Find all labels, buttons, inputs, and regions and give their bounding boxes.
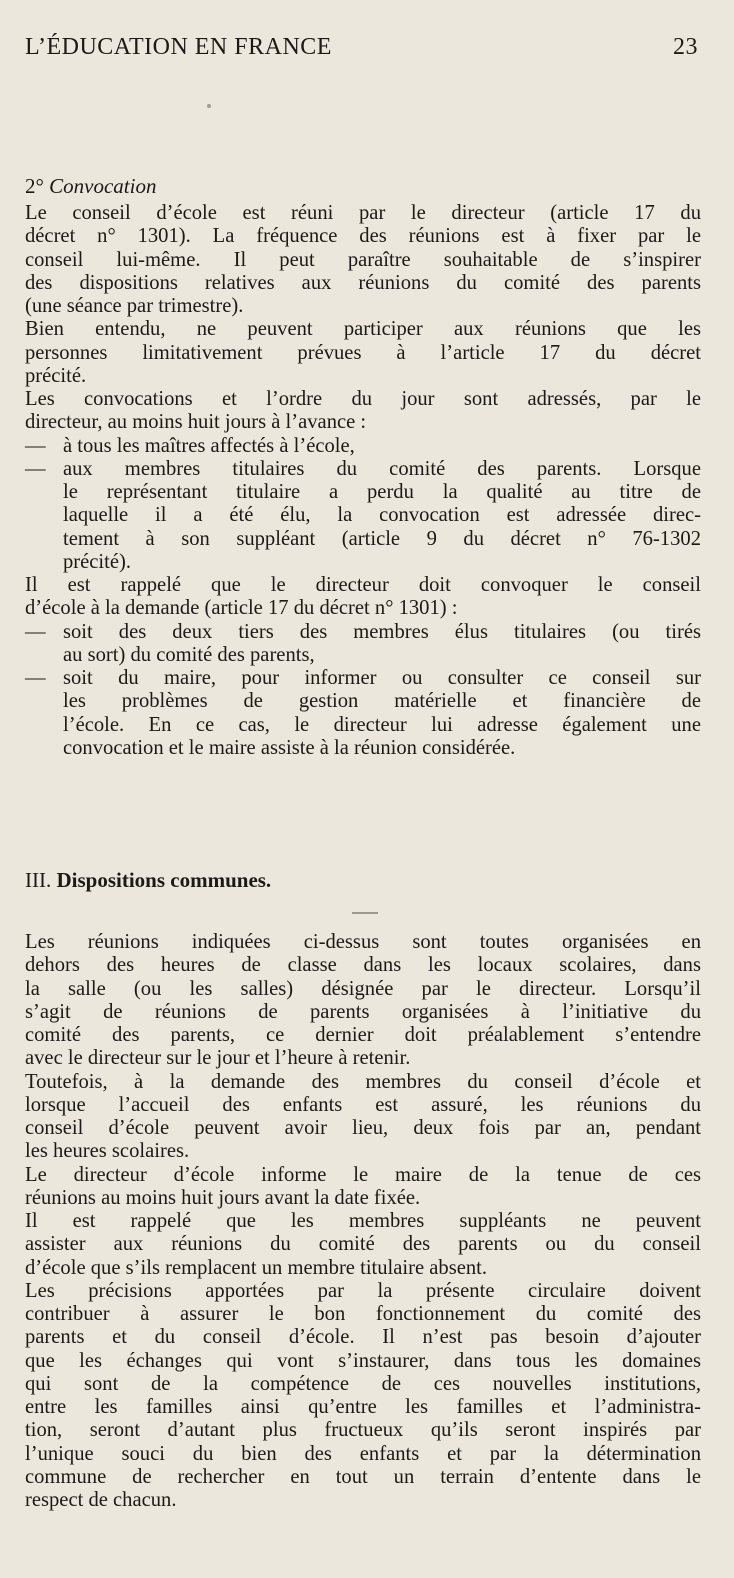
text-line: dehors des heures de classe dans les locaux scolaires, dans (25, 954, 701, 977)
text-line: contribuer à assurer le bon fonctionnement du comité des (25, 1303, 701, 1325)
text-line: conseil d’école peuvent avoir lieu, deux fois par an, pendant (25, 1117, 701, 1139)
text-line: réunions au moins huit jours avant la date fixée. (25, 1186, 421, 1209)
text-line: parents et du conseil d’école. Il n’est pas besoin d’ajouter (25, 1326, 701, 1349)
convocation-section (25, 174, 701, 760)
text-line: tement à son suppléant (article 9 du décret n° 76-1302 (63, 527, 701, 550)
text-line: personnes limitativement prévues à l’article 17 du décret (25, 341, 701, 364)
text-line: le représentant titulaire a perdu la qualité au titre de (63, 481, 701, 503)
text-line: respect de chacun. (25, 1489, 177, 1511)
text-line: Il est rappelé que les membres suppléants ne peuvent (25, 1210, 701, 1232)
text-line: lorsque l’accueil des enfants est assuré, les réunions du (25, 1093, 701, 1116)
list-item: — aux membres titulaires du comité des parents. Lorsque le représentant titulaire a perdu la qualité au titre de laquelle il a été élu, la convocation est adressée direc- tement à son suppléant (article 9 du décret n° 76-1302 précité). (25, 457, 701, 573)
text-line: les heures scolaires. (25, 1140, 190, 1163)
list-item: — soit des deux tiers des membres élus titulaires (ou tirés au sort) du comité des parents, (25, 620, 701, 666)
text-line: directeur, au moins huit jours à l’avance : (25, 411, 367, 434)
text-line: des dispositions relatives aux réunions du comité des parents (25, 271, 701, 294)
section-heading (25, 868, 701, 892)
text-line: Bien entendu, ne peuvent participer aux réunions que les (25, 318, 701, 341)
section-number: III. (25, 868, 52, 892)
text-line: précité). (63, 550, 132, 573)
text-line: Le directeur d’école informe le maire de la tenue de ces (25, 1163, 701, 1186)
text-line: au sort) du comité des parents, (63, 643, 315, 666)
text-line: laquelle il a été élu, la convocation est adressée direc- (63, 504, 701, 527)
dispositions-body (25, 931, 701, 1512)
header-title: L’ÉDUCATION EN FRANCE (25, 34, 332, 60)
text-line: Les convocations et l’ordre du jour sont adressés, par le (25, 388, 701, 410)
text-line: la salle (ou les salles) désignée par le directeur. Lorsqu’il (25, 977, 701, 1000)
section-title: Dispositions communes. (56, 868, 272, 892)
text-line: comité des parents, ce dernier doit préalablement s’entendre (25, 1024, 701, 1046)
list-item: — soit du maire, pour informer ou consulter ce conseil sur les problèmes de gestion matérielle et financière de l’école. En ce cas, le directeur lui adresse également une convocation et le maire assiste à la réunion considérée. (25, 667, 701, 759)
paragraph (25, 574, 701, 621)
text-line: avec le directeur sur le jour et l’heure à retenir. (25, 1047, 411, 1070)
text-line: (une séance par trimestre). (25, 295, 244, 317)
print-speck (207, 104, 211, 108)
dash-marker: — (25, 457, 46, 480)
text-line: conseil lui-même. Il peut paraître souhaitable de s’inspirer (25, 248, 701, 271)
text-line: d’école à la demande (article 17 du décret n° 1301) : (25, 597, 458, 620)
text-line: que les échanges qui vont s’instaurer, dans tous les domaines (25, 1349, 701, 1372)
dash-marker: — (25, 620, 46, 643)
text-line: décret n° 1301). La fréquence des réunions est à fixer par le (25, 225, 701, 248)
text-line: tion, seront d’autant plus fructueux qu’ils seront inspirés par (25, 1419, 701, 1442)
text-line: l’unique souci du bien des enfants et par la détermination (25, 1442, 701, 1465)
text-line: Les précisions apportées par la présente circulaire doivent (25, 1279, 701, 1302)
text-line: qui sont de la compétence de ces nouvelles institutions, (25, 1372, 701, 1395)
text-line: Le conseil d’école est réuni par le directeur (article 17 du (25, 202, 701, 224)
text-line: d’école que s’ils remplacent un membre titulaire absent. (25, 1256, 488, 1279)
text-line: l’école. En ce cas, le directeur lui adresse également une (63, 713, 701, 736)
dash-marker: — (25, 434, 46, 457)
dash-marker: — (25, 667, 46, 689)
text-line: Les réunions indiquées ci-dessus sont toutes organisées en (25, 931, 701, 953)
list-item: — à tous les maîtres affectés à l’école, (25, 434, 355, 457)
text-line: les problèmes de gestion matérielle et financière de (63, 690, 701, 713)
text-line: Il est rappelé que le directeur doit convoquer le conseil (25, 574, 701, 596)
text-line: Toutefois, à la demande des membres du conseil d’école et (25, 1070, 701, 1093)
convocation-heading: 2° Convocation (25, 174, 157, 198)
text-line: assister aux réunions du comité des parents ou du conseil (25, 1233, 701, 1256)
running-header (25, 34, 698, 61)
print-smudge (352, 912, 378, 914)
text-line: commune de rechercher en tout un terrain d’entente dans le (25, 1465, 701, 1488)
page-number: 23 (673, 34, 698, 60)
text-line: entre les familles ainsi qu’entre les familles et l’administra- (25, 1396, 701, 1418)
text-line: convocation et le maire assiste à la réunion considérée. (63, 736, 516, 759)
paragraph (25, 202, 701, 435)
text-line: s’agit de réunions de parents organisées à l’initiative du (25, 1000, 701, 1023)
text-line: précité. (25, 364, 87, 387)
